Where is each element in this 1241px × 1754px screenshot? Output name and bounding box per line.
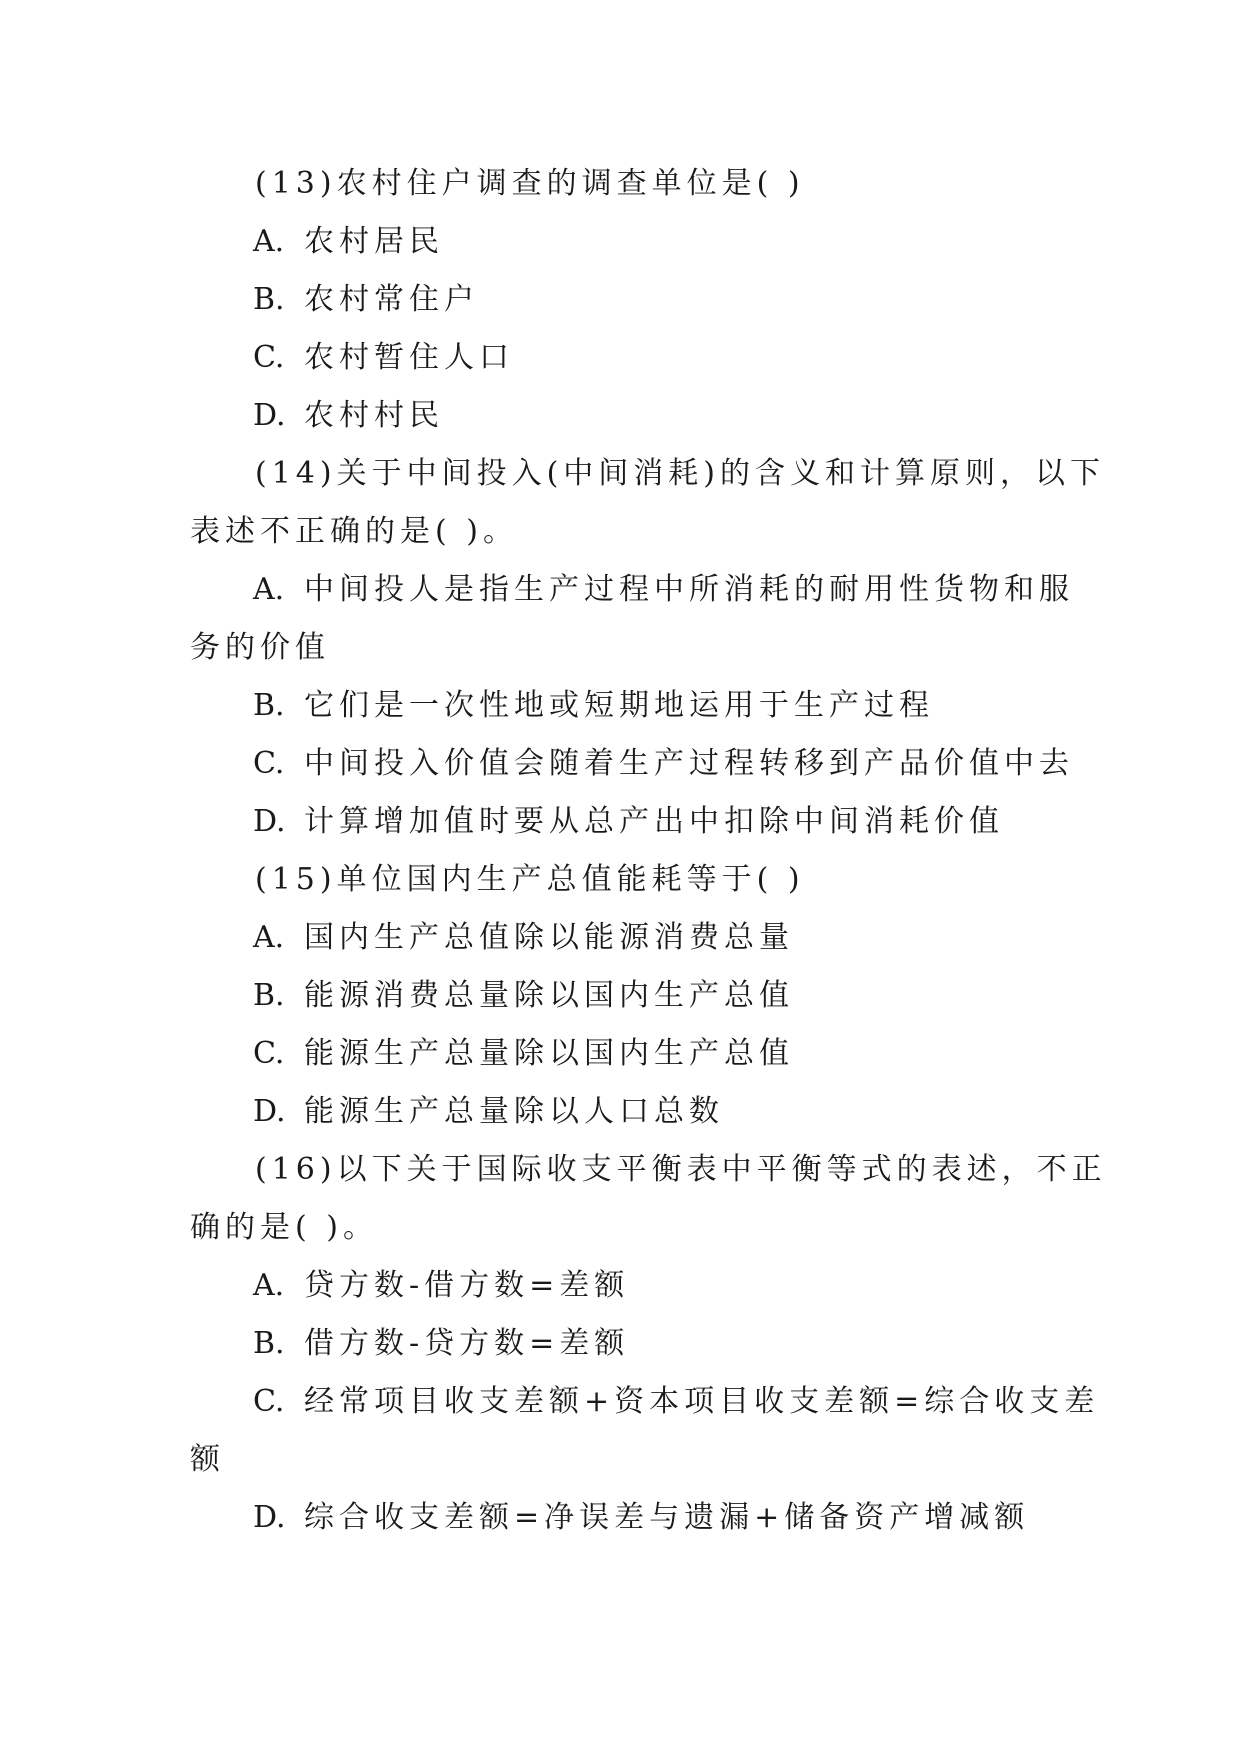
- question-15-option-b: [190, 967, 1052, 1025]
- question-15-option-d: [190, 1083, 1052, 1141]
- option-letter: C.: [253, 340, 285, 375]
- question-13-option-b: [190, 271, 1052, 329]
- question-13: [190, 155, 1052, 445]
- option-text: 农村村民: [304, 398, 444, 433]
- question-14: [190, 445, 1105, 851]
- question-16-stem-continued: 确的是( )。: [190, 1210, 378, 1245]
- option-text: 它们是一次性地或短期地运用于生产过程: [304, 688, 934, 723]
- question-13-option-c: [190, 329, 1052, 387]
- option-text: 借方数-贷方数=差额: [304, 1326, 630, 1361]
- option-text: 计算增加值时要从总产出中扣除中间消耗价值: [304, 804, 1004, 839]
- question-15-stem: (15)单位国内生产总值能耗等于( ): [255, 862, 805, 897]
- question-16-stem: (16)以下关于国际收支平衡表中平衡等式的表述，不正: [255, 1152, 1107, 1187]
- question-14-stem: (14)关于中间投入(中间消耗)的含义和计算原则，以下: [255, 456, 1105, 491]
- option-letter: C.: [253, 1036, 285, 1071]
- question-15-option-c: [190, 1025, 1052, 1083]
- option-letter: B.: [253, 688, 285, 723]
- question-15-option-a: [190, 909, 1052, 967]
- option-letter: D.: [253, 1094, 286, 1129]
- option-text: 农村暂住人口: [304, 340, 514, 375]
- question-14-option-a-continued: 务的价值: [190, 630, 330, 665]
- option-letter: D.: [253, 804, 286, 839]
- option-text: 农村居民: [304, 224, 444, 259]
- question-14-option-a: [190, 561, 1074, 619]
- option-letter: B.: [253, 282, 285, 317]
- option-text: 能源生产总量除以国内生产总值: [304, 1036, 794, 1071]
- option-letter: A.: [253, 1268, 285, 1303]
- option-text: 综合收支差额=净误差与遗漏+储备资产增减额: [304, 1500, 1030, 1535]
- question-15: [190, 851, 1052, 1141]
- document-page: [190, 155, 1107, 1547]
- option-letter: A.: [253, 224, 285, 259]
- question-13-option-d: [190, 387, 1052, 445]
- question-16-option-c: [190, 1373, 1100, 1431]
- option-text: 贷方数-借方数=差额: [304, 1268, 630, 1303]
- option-text: 农村常住户: [304, 282, 479, 317]
- option-text: 能源生产总量除以人口总数: [304, 1094, 724, 1129]
- option-text: 国内生产总值除以能源消费总量: [304, 920, 794, 955]
- option-text: 经常项目收支差额+资本项目收支差额=综合收支差: [304, 1384, 1100, 1419]
- option-letter: B.: [253, 978, 285, 1013]
- option-text: 中间投人是指生产过程中所消耗的耐用性货物和服: [304, 572, 1074, 607]
- question-16-option-a: [190, 1257, 1052, 1315]
- question-13-stem: (13)农村住户调查的调查单位是( ): [255, 166, 805, 201]
- question-16-option-c-continued: 额: [190, 1442, 225, 1477]
- option-letter: A.: [253, 572, 285, 607]
- option-letter: D.: [253, 398, 286, 433]
- question-14-option-b: [190, 677, 1052, 735]
- option-text: 中间投入价值会随着生产过程转移到产品价值中去: [304, 746, 1074, 781]
- option-letter: D.: [253, 1500, 286, 1535]
- question-14-option-c: [190, 735, 1074, 793]
- option-text: 能源消费总量除以国内生产总值: [304, 978, 794, 1013]
- option-letter: A.: [253, 920, 285, 955]
- question-16-option-b: [190, 1315, 1052, 1373]
- question-13-option-a: [190, 213, 1052, 271]
- question-14-stem-continued: 表述不正确的是( )。: [190, 514, 518, 549]
- question-16-option-d: [190, 1489, 1052, 1547]
- option-letter: C.: [253, 1384, 285, 1419]
- question-16: [190, 1141, 1107, 1547]
- question-14-option-d: [190, 793, 1052, 851]
- option-letter: C.: [253, 746, 285, 781]
- option-letter: B.: [253, 1326, 285, 1361]
